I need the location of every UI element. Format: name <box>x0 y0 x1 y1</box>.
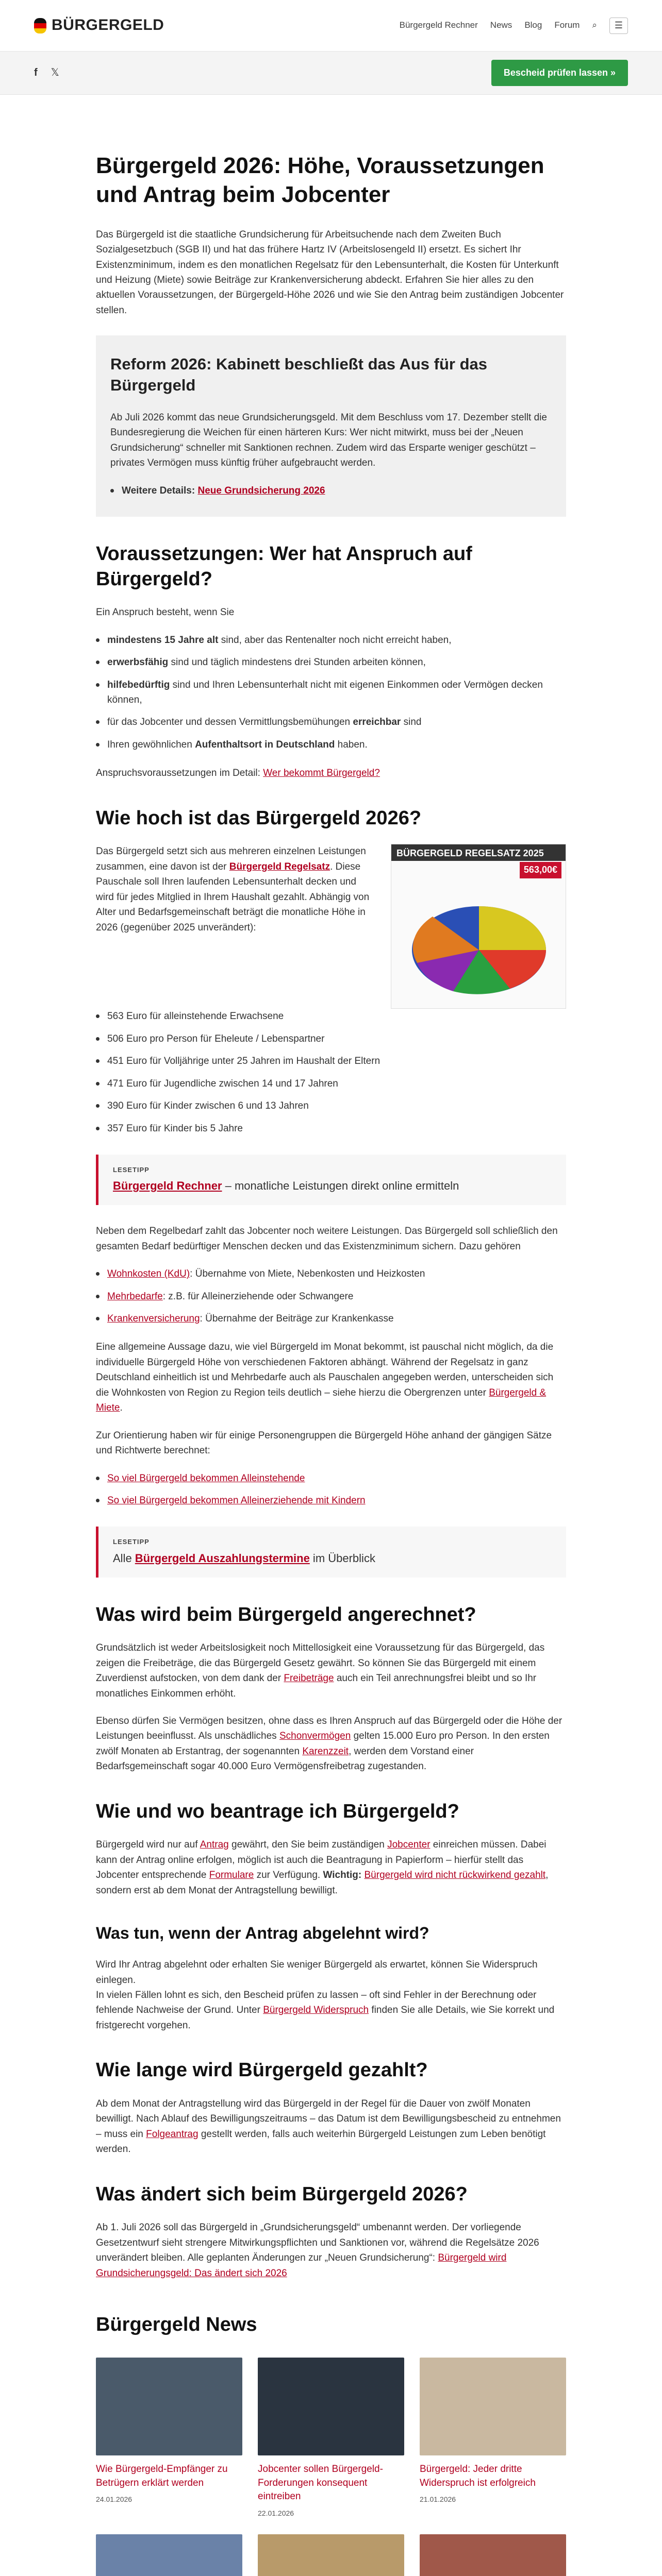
list-item: 471 Euro für Jugendliche zwischen 14 und 17 Jahren <box>96 1076 566 1091</box>
wohnkosten-link[interactable]: Wohnkosten (KdU) <box>107 1268 190 1280</box>
nav-blog[interactable]: Blog <box>524 20 542 30</box>
s2-p2: Neben dem Regelbedarf zahlt das Jobcenter noch weitere Leistungen. Das Bürgergeld soll schließlich den gesamten Bedarf bedürftiger Menschen decken und das Existenzminimum sichern. Dazu gehören <box>96 1226 558 1252</box>
news-date: 22.01.2026 <box>258 2509 294 2517</box>
news-image[interactable] <box>96 2534 242 2576</box>
news-card[interactable] <box>258 2534 404 2576</box>
list-item <box>96 1471 566 1486</box>
antrag-link[interactable]: Antrag <box>200 1839 229 1851</box>
nav-news[interactable]: News <box>490 20 512 30</box>
reform-more-label: Weitere Details: <box>122 485 195 496</box>
news-image[interactable] <box>420 2534 566 2576</box>
requirements-list <box>96 633 566 753</box>
s1-lead: Ein Anspruch besteht, wenn Sie <box>96 607 235 618</box>
auszahlungstermine-link[interactable]: Bürgergeld Auszahlungstermine <box>135 1551 310 1565</box>
s2-text: Das Bürgergeld setzt sich aus mehreren einzelnen Leistungen zusammen, eine davon ist der Bürgergeld Regelsatz. Diese Pauschale soll Ihren laufenden Lebensunterhalt decken und wird für jedes Mitglied in Ihrem Haushalt gezahlt. Abhängig von Alter und Bedarfsgemeinschaft beträgt die monatliche Höhe in 2026 (gegenüber 2025 unverändert): <box>96 846 370 933</box>
news-card[interactable] <box>258 2358 404 2519</box>
list-item: 357 Euro für Kinder bis 5 Jahre <box>96 1121 566 1136</box>
list-item: 563 Euro für alleinstehende Erwachsene <box>96 1009 566 1024</box>
list-item: Ihren gewöhnlichen Aufenthaltsort in Deutschland haben. <box>96 737 566 752</box>
news-image[interactable] <box>96 2358 242 2455</box>
hoehe-block <box>96 844 566 1009</box>
site-header <box>0 0 662 52</box>
rueckwirkend-link[interactable]: Bürgergeld wird nicht rückwirkend gezahlt <box>364 1870 546 1881</box>
facebook-icon[interactable]: f <box>34 67 38 78</box>
section-voraussetzungen: Voraussetzungen: Wer hat Anspruch auf Bürgergeld? <box>96 543 472 590</box>
hamburger-icon[interactable]: ☰ <box>609 18 628 34</box>
section-angerechnet: Was wird beim Bürgergeld angerechnet? <box>96 1603 476 1625</box>
nav-forum[interactable]: Forum <box>554 20 580 30</box>
karenzzeit-link[interactable]: Karenzzeit <box>302 1745 349 1757</box>
s2-p3: Eine allgemeine Aussage dazu, wie viel Bürgergeld im Monat bekommt, ist pauschal nicht möglich, da die individuelle Bürgergeld Höhe von verschiedenen Faktoren abhängt. Während der Regelsatz in ganz Deutschland einheitlich ist und Mehrbedarfe auch als Pauschalen angegeben werden, unterscheiden sich die Wohnkosten von Region zu Region teils deutlich – siehe hierzu die Obergrenzen unter Bürgergeld & Miete. <box>96 1342 554 1414</box>
x-icon[interactable]: 𝕏 <box>51 67 59 78</box>
page-title: Bürgergeld 2026: Höhe, Voraussetzungen und Antrag beim Jobcenter <box>96 153 544 208</box>
list-item: für das Jobcenter und dessen Vermittlungsbemühungen erreichbar sind <box>96 715 566 730</box>
reform-text: Ab Juli 2026 kommt das neue Grundsicherungsgeld. Mit dem Beschluss vom 17. Dezember stellt die Bundesregierung die Weichen für einen härteren Kurs: Wer nicht mitwirkt, muss bei der „Neuen Grundsicherung“ schneller mit Sanktionen rechnen. Zudem wird das Ersparte weniger geschützt – privates Vermögen muss künftig früher aufgebraucht werden. <box>110 412 547 469</box>
reform-more-link[interactable]: Neue Grundsicherung 2026 <box>197 485 325 496</box>
lesetipp-auszahlung: LESETIPP Alle Bürgergeld Auszahlungstermine im Überblick <box>96 1527 566 1577</box>
mehrbedarfe-link[interactable]: Mehrbedarfe <box>107 1291 163 1302</box>
list-item: 390 Euro für Kinder zwischen 6 und 13 Jahren <box>96 1098 566 1113</box>
infographic-caption: BÜRGERGELD REGELSATZ 2025 <box>391 844 566 861</box>
list-item: Krankenversicherung: Übernahme der Beiträge zur Krankenkasse <box>96 1311 566 1326</box>
news-title[interactable]: Bürgergeld: Jeder dritte Widerspruch ist erfolgreich <box>420 2463 536 2488</box>
s5-text: Wird Ihr Antrag abgelehnt oder erhalten Sie weniger Bürgergeld als erwartet, können Sie Widerspruch einlegen. In vielen Fällen lohnt es sich, den Bescheid prüfen zu lassen – oft sind Fehler in der Berechnung oder fehlende Nachweise der Grund. Unter Bürgergeld Widerspruch finden Sie alle Details, wie Sie korrekt und fristgerecht vorgehen. <box>96 1959 555 2031</box>
news-date: 24.01.2026 <box>96 2495 133 2504</box>
news-title[interactable]: Wie Bürgergeld-Empfänger zu Betrügern erklärt werden <box>96 2463 228 2488</box>
section-hoehe: Wie hoch ist das Bürgergeld 2026? <box>96 807 422 829</box>
section-dauer: Wie lange wird Bürgergeld gezahlt? <box>96 2059 428 2081</box>
list-item: hilfebedürftig sind und Ihren Lebensunterhalt nicht mit eigenen Einkommen oder Vermögen decken können, <box>96 677 566 708</box>
s4-text: Bürgergeld wird nur auf Antrag gewährt, den Sie beim zuständigen Jobcenter einreichen müssen. Dabei kann der Antrag online erfolgen, möglich ist auch die Beantragung in Papierform – hierfür stellt das Jobcenter entsprechende Formulare zur Verfügung. Wichtig: Bürgergeld wird nicht rückwirkend gezahlt, sondern erst ab dem Monat der Antragstellung bewilligt. <box>96 1839 549 1896</box>
news-card[interactable] <box>420 2534 566 2576</box>
section-beantragen: Wie und wo beantrage ich Bürgergeld? <box>96 1800 459 1822</box>
s1-detail: Anspruchsvoraussetzungen im Detail: Wer bekommt Bürgergeld? <box>96 768 380 779</box>
s3-p2: Ebenso dürfen Sie Vermögen besitzen, ohne dass es Ihren Anspruch auf das Bürgergeld oder die Höhe der Leistungen beeinflusst. Als unschädliches Schonvermögen gelten 15.000 Euro pro Person. In den ersten zwölf Monaten ab Erstantrag, der sogenannten Karenzzeit, werden dem Vorstand einer Bedarfsgemeinschaft sogar 40.000 Euro Vermögensfreibetrag zugestanden. <box>96 1716 562 1772</box>
reform-title: Reform 2026: Kabinett beschließt das Aus für das Bürgergeld <box>110 355 487 394</box>
news-card[interactable] <box>96 2534 242 2576</box>
regelsatz-link[interactable]: Bürgergeld Regelsatz <box>229 861 330 872</box>
news-image[interactable] <box>420 2358 566 2455</box>
list-item <box>96 1493 566 1508</box>
lesetipp-rechner: LESETIPP Bürgergeld Rechner – monatliche Leistungen direkt online ermitteln <box>96 1155 566 1205</box>
share-bar <box>0 52 662 95</box>
news-image[interactable] <box>258 2534 404 2576</box>
s2-p4: Zur Orientierung haben wir für einige Personengruppen die Bürgergeld Höhe anhand der gängigen Sätze und Richtwerte berechnet: <box>96 1430 552 1456</box>
list-item: Wohnkosten (KdU): Übernahme von Miete, Nebenkosten und Heizkosten <box>96 1266 566 1281</box>
wer-bekommt-link[interactable]: Wer bekommt Bürgergeld? <box>263 768 380 779</box>
news-date: 21.01.2026 <box>420 2495 456 2504</box>
pie-graphic <box>391 844 567 1009</box>
list-item: 451 Euro für Volljährige unter 25 Jahren im Haushalt der Eltern <box>96 1054 566 1069</box>
schonvermoegen-link[interactable]: Schonvermögen <box>279 1731 351 1742</box>
article <box>96 95 566 2576</box>
news-title[interactable]: Jobcenter sollen Bürgergeld-Forderungen konsequent eintreiben <box>258 2463 383 2502</box>
section-aenderungen: Was ändert sich beim Bürgergeld 2026? <box>96 2183 468 2205</box>
s7-text: Ab 1. Juli 2026 soll das Bürgergeld in „Grundsicherungsgeld“ umbenannt werden. Der vorliegende Gesetzentwurf sieht strengere Mitwirkungspflichten und Sanktionen vor, während die Regelsätze 2026 unverändert bleiben. Alle geplanten Änderungen zur „Neuen Grundsicherung“: Bürgergeld wird Grundsicherungsgeld: Das ändert sich 2026 <box>96 2222 539 2279</box>
grundsicherungsgeld-link[interactable]: Bürgergeld wird Grundsicherungsgeld: Das ändert sich 2026 <box>96 2252 507 2279</box>
krankenversicherung-link[interactable]: Krankenversicherung <box>107 1313 200 1325</box>
flag-shield-icon <box>34 18 46 33</box>
extras-list <box>96 1266 566 1326</box>
news-grid <box>96 2358 566 2576</box>
news-image[interactable] <box>258 2358 404 2455</box>
section-abgelehnt: Was tun, wenn der Antrag abgelehnt wird? <box>96 1924 429 1943</box>
bescheid-pruefen-button[interactable]: Bescheid prüfen lassen » <box>491 60 628 87</box>
news-heading: Bürgergeld News <box>96 2314 257 2336</box>
list-item: erwerbsfähig sind und täglich mindestens drei Stunden arbeiten können, <box>96 655 566 670</box>
intro-text: Das Bürgergeld ist die staatliche Grundsicherung für Arbeitsuchende nach dem Zweiten Buch Sozialgesetzbuch (SGB II) und hat das frühere Hartz IV (Arbeitslosengeld II) ersetzt. Es sichert Ihr Existenzminimum, indem es den monatlichen Regelsatz für den Lebensunterhalt, die Kosten für Unterkunft und Heizung (Miete) sowie Beiträge zur Krankenversicherung abdeckt. Erfahren Sie hier alles zu den aktuellen Voraussetzungen, der Bürgergeld-Höhe 2026 und wie Sie den Antrag beim zuständigen Jobcenter stellen. <box>96 229 564 316</box>
formulare-link[interactable]: Formulare <box>209 1870 254 1881</box>
freibetraege-link[interactable]: Freibeträge <box>284 1673 334 1684</box>
s3-p1: Grundsätzlich ist weder Arbeitslosigkeit noch Mittellosigkeit eine Voraussetzung für das Bürgergeld, das zeigen die Freibeträge, die das Bürgergeld Gesetz gewährt. So können Sie das Bürgergeld mit einem Zuverdienst aufstocken, von dem dank der Freibeträge auch ein Teil anrechnungsfrei bleibt und so Ihr monatliches Einkommen erhöht. <box>96 1642 545 1699</box>
widerspruch-link[interactable]: Bürgergeld Widerspruch <box>263 2005 369 2016</box>
regelsatz-list <box>96 1009 566 1136</box>
rechner-link[interactable]: Bürgergeld Rechner <box>113 1179 222 1193</box>
miete-link[interactable]: Bürgergeld & Miete <box>96 1387 547 1414</box>
alleinerziehende-link[interactable]: So viel Bürgergeld bekommen Alleinerziehende mit Kindern <box>107 1495 366 1506</box>
search-icon[interactable]: ⌕ <box>592 20 597 30</box>
list-item: mindestens 15 Jahre alt sind, aber das Rentenalter noch nicht erreicht haben, <box>96 633 566 648</box>
groups-list <box>96 1471 566 1509</box>
brand-logo[interactable] <box>34 13 164 38</box>
news-card[interactable] <box>420 2358 566 2519</box>
folgeantrag-link[interactable]: Folgeantrag <box>146 2128 198 2140</box>
s6-text: Ab dem Monat der Antragstellung wird das Bürgergeld in der Regel für die Dauer von zwölf Monaten bewilligt. Nach Ablauf des Bewilligungszeitraums – das Datum ist dem Bewilligungsbescheid zu entnehmen – muss ein Folgeantrag gestellt werden, falls auch weiterhin Bürgergeld Leistungen zum Leben benötigt werden. <box>96 2098 561 2155</box>
list-item: 506 Euro pro Person für Eheleute / Lebenspartner <box>96 1031 566 1046</box>
jobcenter-link[interactable]: Jobcenter <box>387 1839 431 1851</box>
alleinstehende-link[interactable]: So viel Bürgergeld bekommen Alleinstehende <box>107 1472 305 1484</box>
list-item: Mehrbedarfe: z.B. für Alleinerziehende oder Schwangere <box>96 1289 566 1304</box>
nav-rechner[interactable]: Bürgergeld Rechner <box>399 20 478 30</box>
regelsatz-infographic <box>391 844 566 1009</box>
infographic-badge: 563,00€ <box>520 862 561 878</box>
main-nav <box>400 18 628 34</box>
reform-infobox <box>96 335 566 517</box>
brand-name: BÜRGERGELD <box>52 16 164 34</box>
news-card[interactable] <box>96 2358 242 2519</box>
